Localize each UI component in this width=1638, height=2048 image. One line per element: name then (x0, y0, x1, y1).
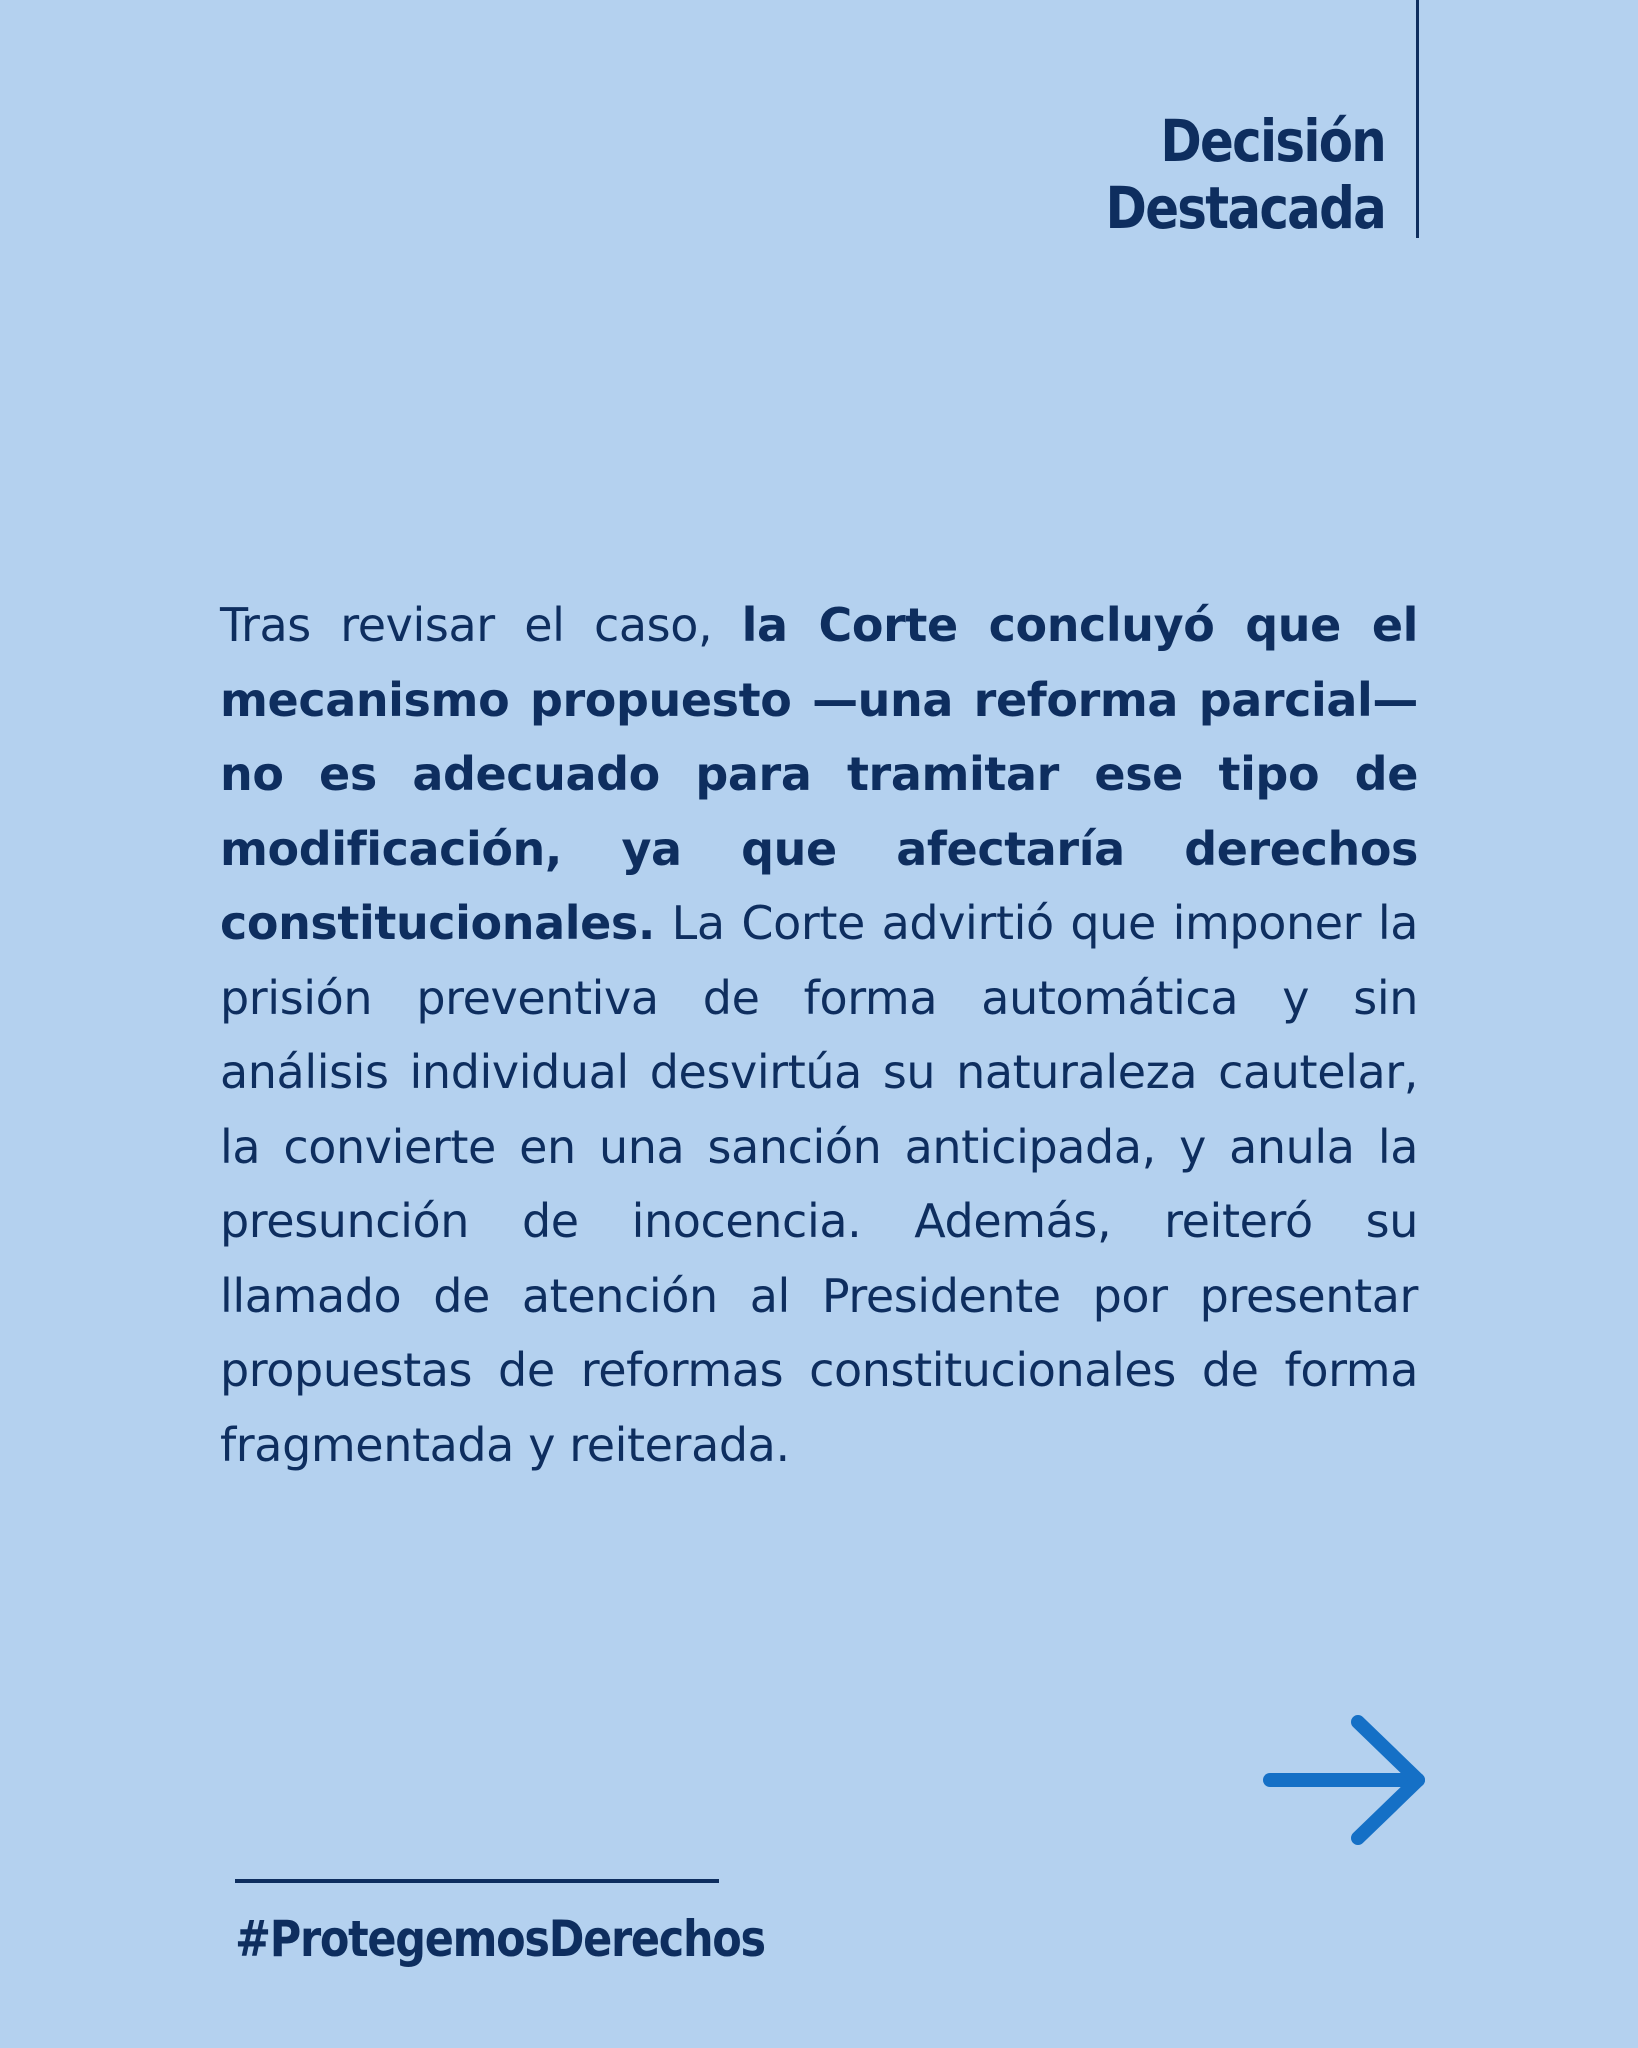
body-paragraph (220, 588, 1418, 1482)
footer-divider (235, 1879, 719, 1883)
body-highlight: la Corte concluyó que el mecanismo propuesto —una reforma parcial— no es adecuado para tramitar ese tipo de modificación, ya que afectaría derechos constitucionales. (220, 598, 1418, 950)
header-title-line-1: Decisión (1160, 107, 1385, 175)
arrow-right-icon[interactable] (1262, 1715, 1430, 1845)
body-intro: Tras revisar el caso, (220, 598, 742, 652)
body-rest: La Corte advirtió que imponer la prisión preventiva de forma automática y sin análisis individual desvirtúa su naturaleza cautelar, la convierte en una sanción anticipada, y anula la presunción de inocencia. Además, reiteró su llamado de atención al Presidente por presentar propuestas de reformas constitucionales de forma fragmentada y reiterada. (220, 896, 1418, 1472)
header-title-line-2: Destacada (1105, 174, 1385, 242)
hashtag-label: #ProtegemosDerechos (235, 1910, 765, 1968)
header-title (1105, 108, 1385, 242)
corner-vertical-divider (1416, 0, 1419, 238)
